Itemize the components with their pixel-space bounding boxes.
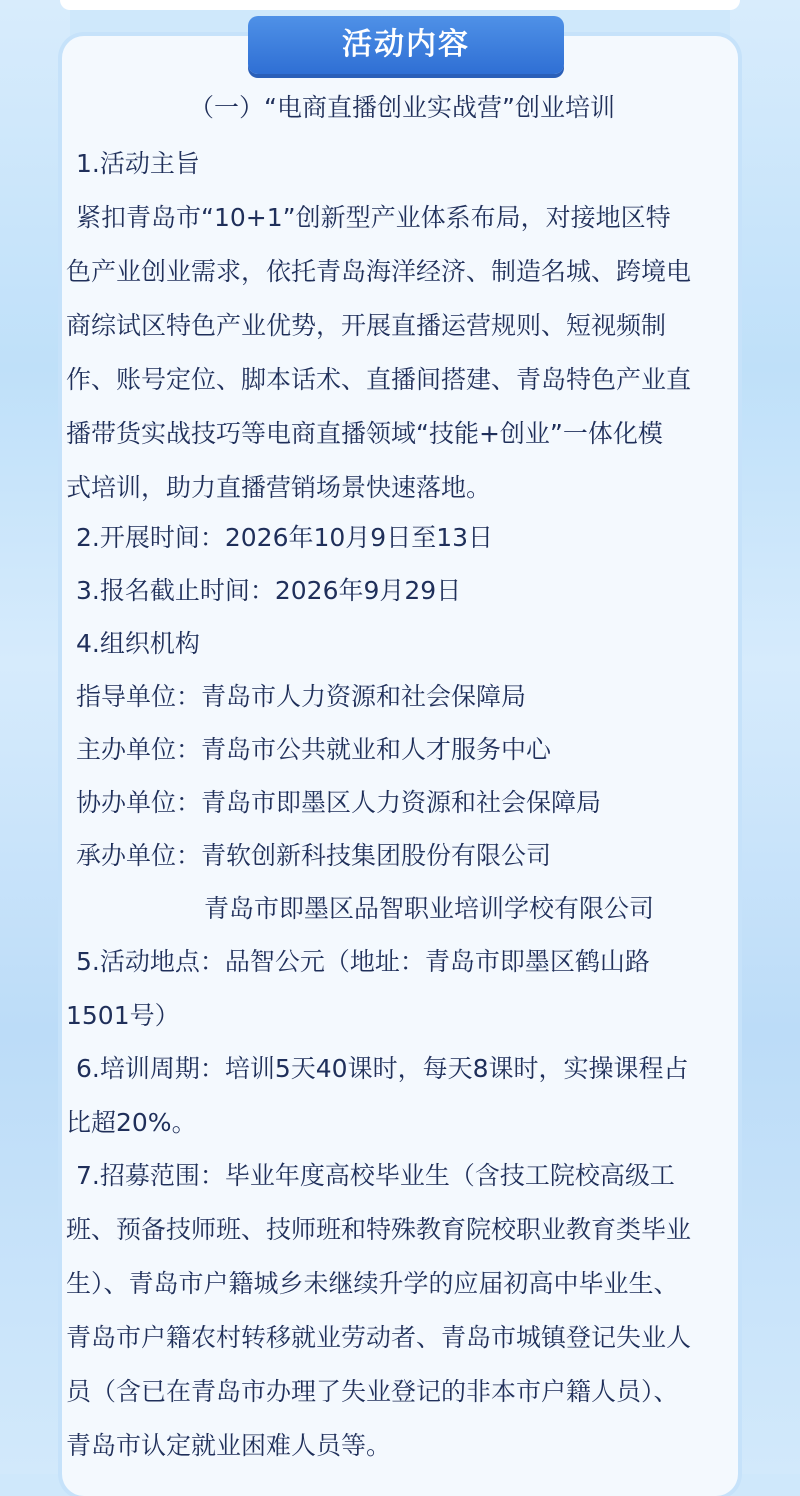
recruit-scope-line: 青岛市认定就业困难人员等。 — [66, 1431, 392, 1460]
recruit-scope-line: 7.招募范围：毕业年度高校毕业生（含技工院校高级工 — [76, 1161, 675, 1190]
aim-line: 色产业创业需求，依托青岛海洋经济、制造名城、跨境电 — [66, 257, 692, 286]
recruit-scope-line: 青岛市户籍农村转移就业劳动者、青岛市城镇登记失业人 — [66, 1323, 692, 1352]
section-title-tab: 活动内容 — [248, 16, 564, 74]
recruit-scope-line: 员（含已在青岛市办理了失业登记的非本市户籍人员）、 — [66, 1377, 679, 1406]
activity-location-cont: 1501号） — [66, 1001, 180, 1030]
guide-unit: 指导单位：青岛市人力资源和社会保障局 — [76, 682, 527, 711]
training-period: 6.培训周期：培训5天40课时，每天8课时，实操课程占 — [76, 1054, 689, 1083]
organization-heading: 4.组织机构 — [76, 629, 200, 658]
background-left-panel — [0, 0, 70, 1474]
host-unit: 主办单位：青岛市公共就业和人才服务中心 — [76, 735, 552, 764]
aim-line: 播带货实战技巧等电商直播领域“技能+创业”一体化模 — [66, 419, 663, 448]
training-period-cont: 比超20%。 — [66, 1108, 197, 1137]
recruit-scope-line: 生）、青岛市户籍城乡未继续升学的应届初高中毕业生、 — [66, 1269, 679, 1298]
aim-heading: 1.活动主旨 — [76, 149, 200, 178]
top-card-edge — [60, 0, 740, 10]
organizer-unit: 承办单位：青软创新科技集团股份有限公司 — [76, 841, 552, 870]
aim-line: 式培训，助力直播营销场景快速落地。 — [66, 473, 492, 502]
organizer-unit-second: 青岛市即墨区品智职业培训学校有限公司 — [204, 894, 655, 923]
registration-deadline: 3.报名截止时间：2026年9月29日 — [76, 576, 462, 605]
co-host-unit: 协办单位：青岛市即墨区人力资源和社会保障局 — [76, 788, 602, 817]
background-right-panel — [730, 0, 800, 1474]
aim-line: 紧扣青岛市“10+1”创新型产业体系布局，对接地区特 — [76, 203, 671, 232]
aim-line: 作、账号定位、脚本话术、直播间搭建、青岛特色产业直 — [66, 365, 692, 394]
aim-line: 商综试区特色产业优势，开展直播运营规则、短视频制 — [66, 311, 667, 340]
activity-time: 2.开展时间：2026年10月9日至13日 — [76, 523, 494, 552]
activity-location: 5.活动地点：品智公元（地址：青岛市即墨区鹤山路 — [76, 947, 650, 976]
recruit-scope-line: 班、预备技师班、技师班和特殊教育院校职业教育类毕业 — [66, 1215, 692, 1244]
section-subtitle: （一）“电商直播创业实战营”创业培训 — [189, 93, 615, 122]
